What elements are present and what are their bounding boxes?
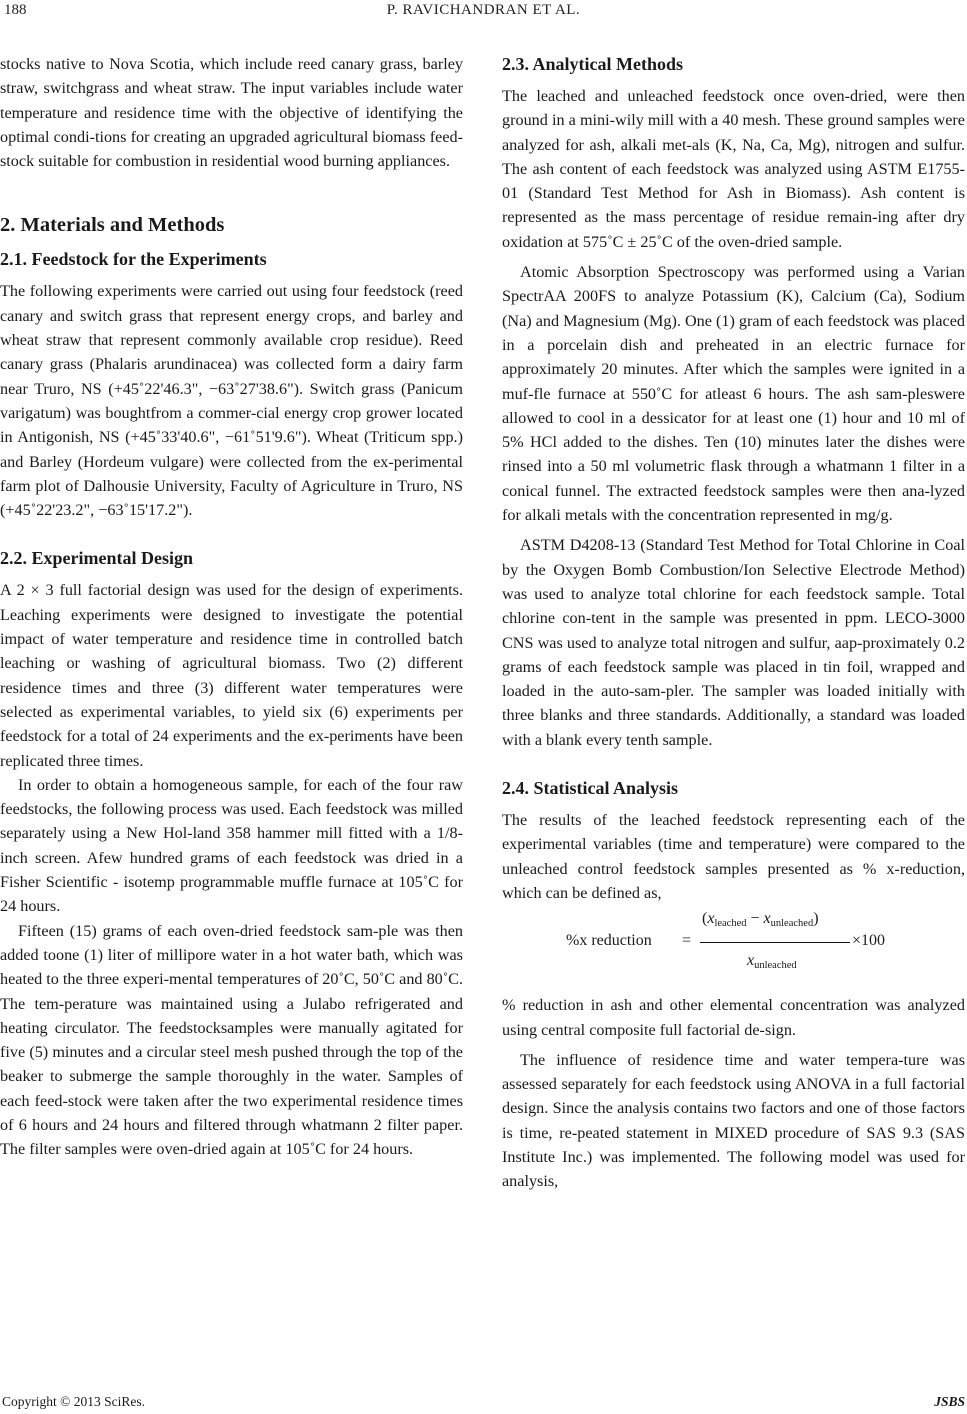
section-2-4-paragraph-3: The influence of residence time and water tempera-ture was assessed separately for each feedstock using ANOVA in a full factorial design. Since the analysis contains two factors and one of those factors is time, re-peated statement in MIXED procedure of SAS 9.3 (SAS Institute Inc.) was implemented. The following model was used for analysis, [502,1050,965,1191]
section-2-3-paragraph-3: ASTM D4208-13 (Standard Test Method for Total Chlorine in Coal by the Oxygen Bomb Combustion/Ion Selective Electrode Method) was used to analyze total chlorine for each feedstock sample. Total chlorine con-tent in the sample was presented in ppm. LECO-3000 CNS was used to analyze total nitrogen and sulfur, aap-proximately 0.2 grams of each feedstock sample was placed in tin foil, wrapped and loaded in the auto-sam-pler. The sampler was loaded initially with three blanks and three standards. Additionally, a standard was loaded with a blank every tenth sample. [502,536,965,749]
formula-equals: = [682,932,692,950]
section-2-2-title: 2.2. Experimental Design [0,548,193,569]
section-2-3-paragraph-2: Atomic Absorption Spectroscopy was performed using a Varian SpectrAA 200FS to analyze Potassium (K), Calcium (Ca), Sodium (Na) and Magnesium (Mg). One (1) gram of each feedstock was placed in a porcelain dish and preheated in an electric furnace for approximately 20 minutes. After which the samples were ignited in a muf-fle furnace at 550˚C for atleast 6 hours. The ash sam-pleswere allowed to cool in a dessicator for at least one (1) hour and 10 ml of 5% HCl added to the dishes. Ten (10) minutes later the dishes were rinsed into a 50 ml volumetric flask through a whatmann 1 filter in a conical funnel. The extracted feedstock samples were then ana-lyzed for alkali metals with the concentration represented in mg/g. [502,263,965,525]
left-column [0,52,463,1162]
section-2-1-paragraph: The following experiments were carried out using four feedstock (reed canary and switch grass that represent energy crops, and barley and wheat straw that represent commonly available crop residue). Reed canary grass (Phalaris arundinacea) was collected form a dairy farm near Truro, NS (+45˚22'46.3", −63˚27'38.6"). Switch grass (Panicum varigatum) was boughtfrom a commer-cial energy crop grower located in Antigonish, NS (+45˚33'40.6", −61˚51'9.6"). Wheat (Triticum spp.) and Barley (Hordeum vulgare) were collected from the ex-perimental farm plot of Dalhousie University, Faculty of Agriculture in Truro, NS (+45˚22'23.2", −63˚15'17.2"). [0,282,463,520]
intro-tail-paragraph: stocks native to Nova Scotia, which include reed canary grass, barley straw, switchgrass and wheat straw. The input variables include water temperature and residence time with the objective of identifying the optimal condi-tions for creating an upgraded agricultural biomass feed-stock suitable for combustion in residential wood burning appliances. [0,55,463,171]
journal-abbrev: JSBS [934,1394,965,1409]
formula-lhs: %x reduction [566,932,652,950]
formula-times-100: ×100 [852,932,886,950]
reduction-formula [502,907,965,989]
section-2-title: 2. Materials and Methods [0,214,225,237]
section-2-2-paragraph-2: In order to obtain a homogeneous sample, for each of the four raw feedstocks, the following process was used. Each feedstock was milled separately using a New Hol-land 358 hammer mill fitted with a 1/8-inch screen. Afew hundred grams of each feedstock was dried in a Fisher Scientific - isotemp programmable muffle furnace at 105˚C for 24 hours. [0,775,463,916]
page-footer [0,1394,967,1414]
section-2-2-paragraph-1: A 2 × 3 full factorial design was used for the design of experiments. Leaching experiments were designed to investigate the potential impact of water temperature and residence time in controlled batch leaching or washing of agricultural biomass. Two (2) different residence times and three (3) different water temperatures were selected as experimental variables, to yield six (6) experiments per feedstock for a total of 24 experiments and the ex-periments have been replicated three times. [0,581,463,770]
formula-numerator: $(x_{leached} - x_{unleached})$ [702,910,819,930]
running-head: P. RAVICHANDRAN ET AL. [386,2,581,18]
section-2-1-title: 2.1. Feedstock for the Experiments [0,249,267,270]
copyright-notice: Copyright © 2013 SciRes. [2,1394,146,1409]
section-2-3-title: 2.3. Analytical Methods [502,54,684,74]
section-2-3-paragraph-1: The leached and unleached feedstock once oven-dried, were then ground in a mini-wily mill with a 40 mesh. These ground samples were analyzed for ash, alkali met-als (K, Na, Ca, Mg), nitrogen and sulfur. The ash content of each feedstock was analyzed using ASTM E1755-01 (Standard Test Method for Ash in Biomass). Ash content is represented as the mass percentage of residue remain-ing after dry oxidation at 575˚C ± 25˚C of the oven-dried sample. [502,87,965,251]
right-column [502,52,965,1194]
formula-denominator: $x_{unleached}$ [747,952,797,972]
page-header [0,2,967,26]
section-2-4-paragraph-1: The results of the leached feedstock representing each of the experimental variables (time and temperature) were compared to the unleached control feedstock samples presented as % x-reduction, which can be defined as, [502,811,965,902]
fraction-bar [700,942,850,943]
page-number: 188 [4,2,27,18]
section-2-4-title: 2.4. Statistical Analysis [502,778,679,799]
section-2-2-paragraph-3: Fifteen (15) grams of each oven-dried feedstock sam-ple was then added toone (1) liter of millipore water in a hot water bath, which was heated to the three experi-mental temperatures of 20˚C, 50˚C and 80˚C. The tem-perature was maintained using a Julabo refrigerated and heating circulator. The feedstocksamples were manually agitated for five (5) minutes and a circular steel mesh pushed through the top of the beaker to submerge the sample thoroughly in the water. Samples of each feed-stock were taken after the two experimental residence times of 6 hours and 24 hours and filtered through whatmann 2 filter paper. The filter samples were oven-dried again at 105˚C for 24 hours. [0,921,463,1159]
section-2-4-paragraph-2: % reduction in ash and other elemental concentration was analyzed using central composite full factorial de-sign. [502,996,965,1039]
